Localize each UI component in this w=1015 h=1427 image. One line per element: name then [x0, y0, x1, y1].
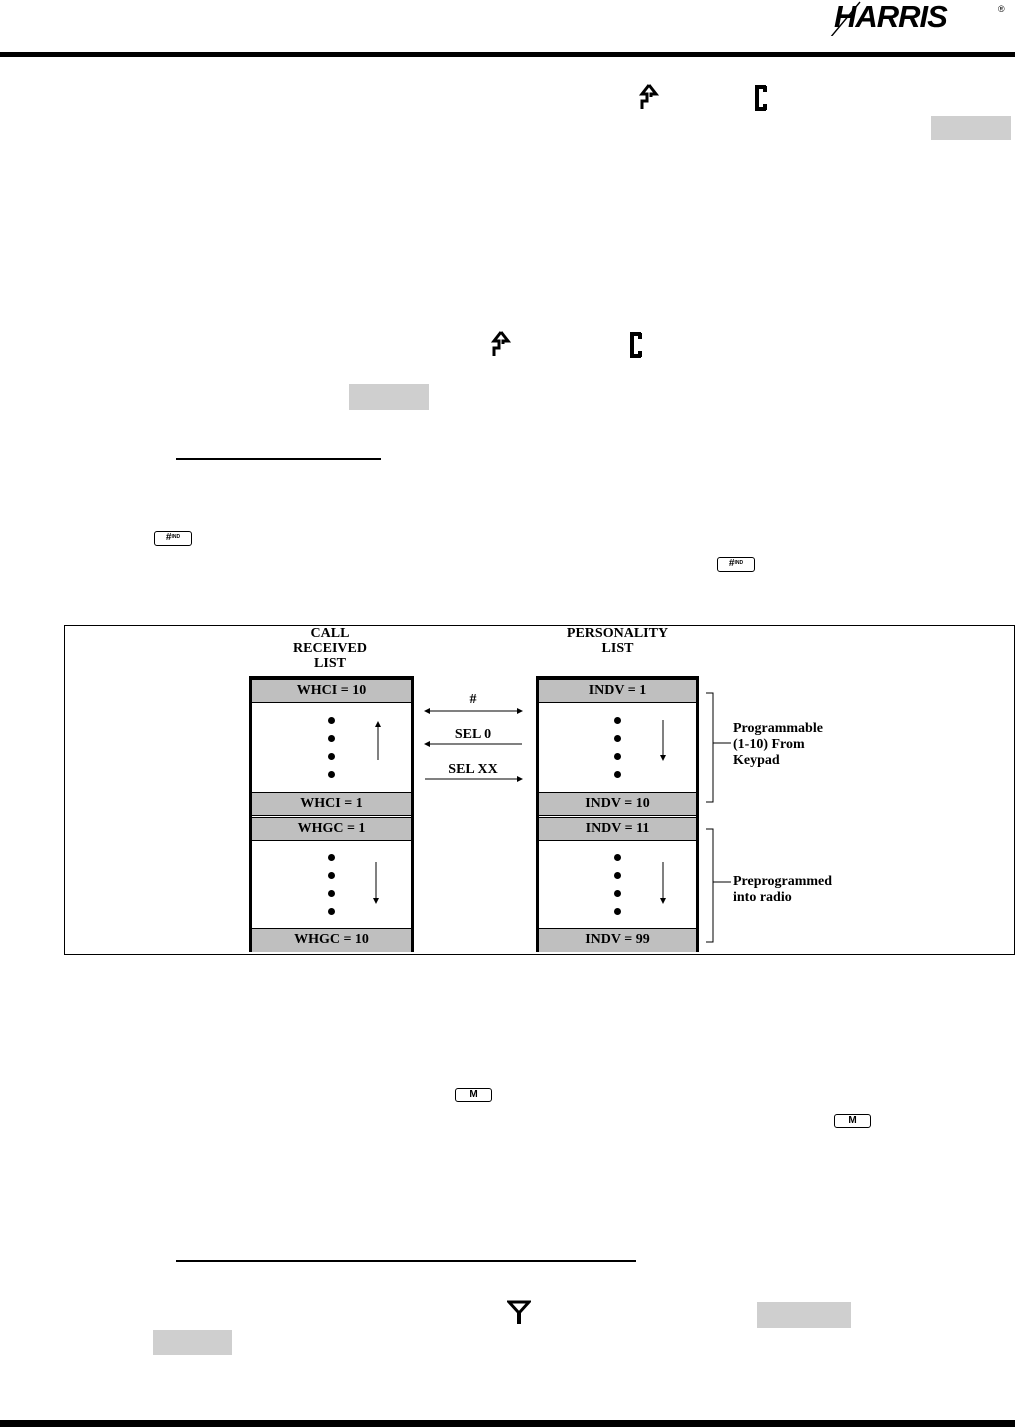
- note-preprogrammed: Preprogrammed into radio: [733, 874, 833, 905]
- highlight-box: [757, 1302, 851, 1328]
- list-cell: INDV = 10: [539, 792, 696, 816]
- bracket-preprogrammed: [706, 829, 713, 942]
- antenna-icon: [507, 1299, 531, 1325]
- section-heading-underline: [176, 1260, 636, 1262]
- ind-key: #$^{IND}$: [154, 531, 192, 546]
- list-cell: WHCI = 10: [252, 679, 411, 703]
- footer-rule: [0, 1420, 1015, 1427]
- menu-key: M: [455, 1088, 492, 1102]
- note-programmable: Programmable (1-10) From Keypad: [733, 721, 823, 768]
- left-list-title: CALL RECEIVED LIST: [293, 626, 367, 671]
- arrow-label-hash: #: [469, 692, 477, 707]
- list-cell: WHGC = 1: [252, 817, 411, 841]
- list-cell: WHGC = 10: [252, 928, 411, 952]
- ind-key: #$^{IND}$: [717, 557, 755, 572]
- list-cell: INDV = 99: [539, 928, 696, 952]
- brand-text: HARRIS: [834, 0, 947, 34]
- bracket-programmable: [706, 693, 713, 802]
- right-list-title: PERSONALITY LIST: [566, 626, 669, 656]
- highlight-box: [153, 1330, 232, 1355]
- menu-key: M: [834, 1114, 871, 1128]
- trademark-mark: ®: [998, 4, 1005, 14]
- list-cell: INDV = 1: [539, 679, 696, 703]
- list-cell: WHCI = 1: [252, 792, 411, 816]
- arrow-label-selxx: SEL XX: [448, 762, 498, 777]
- list-cell: INDV = 11: [539, 817, 696, 841]
- arrow-label-sel0: SEL 0: [454, 727, 492, 742]
